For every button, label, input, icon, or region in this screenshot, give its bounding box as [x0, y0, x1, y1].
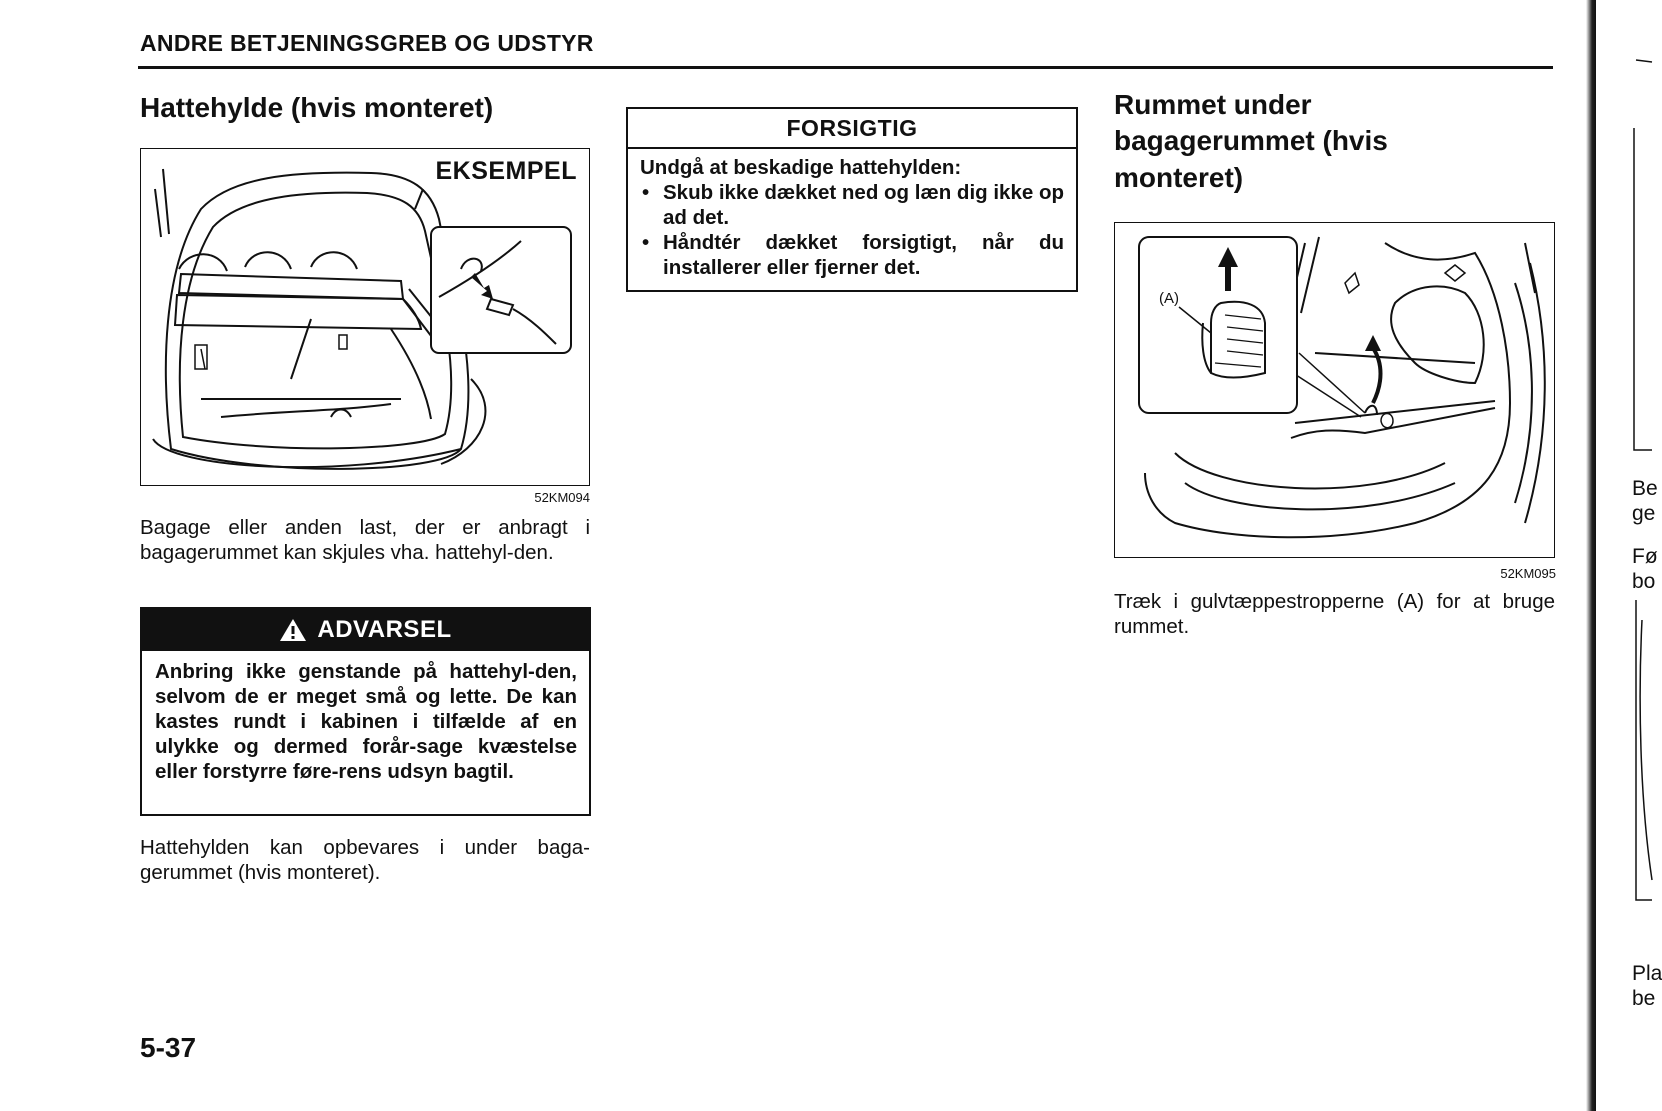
caution-bullet: • Håndtér dækket forsigtigt, når du installerer eller fjerner det. [640, 230, 1064, 280]
warning-header [142, 609, 589, 651]
warning-triangle-icon [279, 618, 307, 642]
caution-body [628, 149, 1076, 280]
section-title-underfloor-box: Rummet under bagagerummet (hvis monteret) [1114, 89, 1388, 193]
hat-shelf-paragraph: Bagage eller anden last, der er anbragt i bagagerummet kan skjules vha. hattehyl-den. [140, 516, 590, 564]
warning-box [140, 607, 591, 816]
next-page-text-fragment: bo [1632, 570, 1656, 593]
section-title-hat-shelf: Hattehylde (hvis monteret) [140, 92, 494, 123]
warning-text: Anbring ikke genstande på hattehyl-den, selvom de er meget små og lette. De kan kastes rundt i kabinen i tilfælde af en ulykke og dermed forår-sage kvæstelse eller forstyrre føre-rens udsyn bagtil. [155, 660, 577, 783]
underfloor-box-drawing [1115, 223, 1556, 559]
callout-a-label: (A) [1159, 290, 1179, 307]
caution-bullet: • Skub ikke dækket ned og læn dig ikke op ad det. [640, 180, 1064, 230]
warning-heading: ADVARSEL [317, 616, 452, 643]
next-page-text-fragment: be [1632, 987, 1656, 1010]
caution-box [626, 107, 1078, 292]
figure-code: 52KM094 [534, 490, 590, 505]
caution-list [640, 180, 1064, 280]
book-spine [1586, 0, 1596, 1111]
storage-paragraph: Hattehylden kan opbevares i under baga-gerummet (hvis monteret). [140, 836, 590, 884]
caution-intro: Undgå at beskadige hattehylden: [640, 156, 962, 179]
running-header: ANDRE BETJENINGSGREB OG UDSTYR [140, 30, 594, 56]
hat-shelf-illustration [140, 148, 590, 486]
figure-example-tag: EKSEMPEL [435, 157, 577, 185]
next-page-text-fragment: Be [1632, 477, 1658, 500]
next-page-text-fragment: Pla [1632, 962, 1662, 985]
underfloor-box-illustration [1114, 222, 1555, 558]
underfloor-paragraph: Træk i gulvtæppestropperne (A) for at bruge rummet. [1114, 590, 1555, 638]
page-number: 5-37 [140, 1032, 197, 1063]
caution-heading: FORSIGTIG [628, 109, 1076, 149]
header-rule [138, 66, 1553, 69]
hat-shelf-drawing [141, 149, 591, 487]
figure-code: 52KM095 [1500, 566, 1556, 581]
next-page-text-fragment: Fø [1632, 545, 1658, 568]
next-page-text-fragment: ge [1632, 502, 1656, 525]
